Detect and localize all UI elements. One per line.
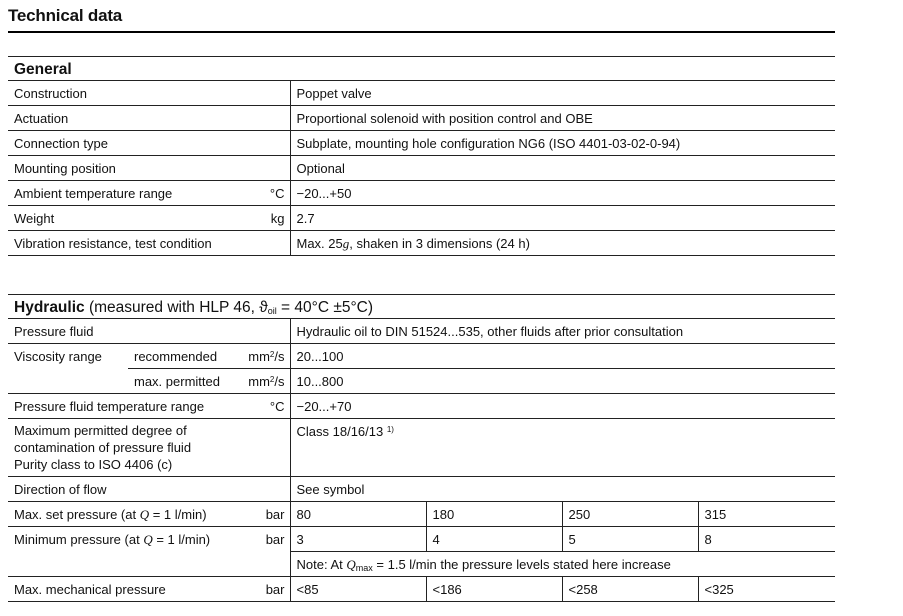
row-label — [8, 502, 240, 527]
row-value: 10...800 — [290, 369, 835, 394]
footnote-marker: 1) — [386, 425, 394, 434]
row-label: Mounting position — [8, 156, 240, 181]
viscosity-label: Viscosity range — [14, 349, 102, 364]
table-row — [8, 81, 835, 106]
unit-exp: 2 — [269, 375, 275, 384]
row-value: See symbol — [290, 477, 835, 502]
row-unit — [240, 156, 290, 181]
row-value: Proportional solenoid with position control and OBE — [290, 106, 835, 131]
table-row — [8, 369, 835, 394]
contamination-line-2: contamination of pressure fluid — [14, 440, 192, 455]
row-unit: bar — [265, 532, 285, 547]
q-symbol: Q — [139, 507, 150, 522]
pressure-cell: <325 — [698, 577, 835, 602]
row-value — [290, 231, 835, 256]
table-row — [8, 106, 835, 131]
note-sub: max — [355, 563, 373, 573]
vibration-value-pre: Max. 25 — [296, 236, 343, 251]
row-label-empty — [8, 552, 290, 577]
row-value: 20...100 — [290, 344, 835, 369]
pressure-cell: 315 — [698, 502, 835, 527]
hydraulic-heading — [8, 295, 835, 319]
row-unit — [240, 81, 290, 106]
label-pre: Minimum pressure (at — [14, 532, 144, 547]
table-row — [8, 394, 835, 419]
q-symbol: Q — [143, 532, 153, 547]
q-symbol: Q — [346, 557, 356, 572]
row-unit: kg — [240, 206, 290, 231]
row-label: Direction of flow — [8, 477, 290, 502]
viscosity-recommended-label: recommended — [128, 344, 240, 369]
table-row — [8, 319, 835, 344]
row-label: Connection type — [8, 131, 240, 156]
pressure-note — [290, 552, 835, 577]
row-label — [8, 527, 240, 552]
table-row — [8, 577, 835, 602]
general-heading: General — [8, 57, 835, 81]
row-label: Construction — [8, 81, 240, 106]
table-row — [8, 131, 835, 156]
label-pre: Max. set pressure (at — [14, 507, 140, 522]
contamination-label — [8, 419, 290, 477]
unit-tail: /s — [274, 349, 285, 364]
table-row — [8, 156, 835, 181]
note-post: = 1.5 l/min the pressure levels stated here increase — [372, 557, 671, 572]
pressure-cell: 180 — [426, 502, 562, 527]
unit-tail: /s — [274, 374, 285, 389]
hydraulic-table — [8, 294, 835, 602]
note-pre: Note: At — [296, 557, 347, 572]
pressure-cell: <186 — [426, 577, 562, 602]
table-row — [8, 477, 835, 502]
pressure-cell: 4 — [426, 527, 562, 552]
pressure-cell: <258 — [562, 577, 698, 602]
row-label: Vibration resistance, test condition — [8, 231, 290, 256]
title-divider — [8, 31, 835, 33]
row-unit — [240, 344, 290, 369]
row-value — [290, 419, 835, 477]
page-title: Technical data — [8, 6, 123, 25]
row-unit — [240, 106, 290, 131]
vibration-g-symbol: g — [342, 236, 350, 251]
row-unit: bar — [240, 577, 290, 602]
row-label: Weight — [8, 206, 240, 231]
row-value: Optional — [290, 156, 835, 181]
table-row — [8, 206, 835, 231]
table-row — [8, 419, 835, 477]
pressure-cell: 8 — [698, 527, 835, 552]
table-row — [8, 502, 835, 527]
row-value: Poppet valve — [290, 81, 835, 106]
row-value: −20...+70 — [290, 394, 835, 419]
pressure-cell: <85 — [290, 577, 426, 602]
general-table — [8, 56, 835, 256]
label-post: = 1 l/min) — [149, 507, 207, 522]
pressure-cell: 3 — [290, 527, 426, 552]
hydraulic-heading-sub: oil — [267, 306, 277, 316]
general-section-header — [8, 57, 835, 81]
row-unit — [240, 369, 290, 394]
row-unit — [240, 131, 290, 156]
contamination-value: Class 18/16/13 — [296, 424, 384, 439]
unit-base: mm — [248, 374, 270, 389]
unit-exp: 2 — [269, 350, 275, 359]
row-label-empty — [8, 369, 128, 394]
row-unit: °C — [240, 181, 290, 206]
row-label: Pressure fluid temperature range — [8, 394, 240, 419]
contamination-line-3: Purity class to ISO 4406 (c) — [14, 457, 173, 472]
pressure-cell: 5 — [562, 527, 698, 552]
pressure-cell: 80 — [290, 502, 426, 527]
row-value: 2.7 — [290, 206, 835, 231]
unit-base: mm — [248, 349, 270, 364]
hydraulic-heading-bold: Hydraulic — [14, 299, 85, 316]
hydraulic-heading-post: = 40°C ±5°C) — [276, 299, 374, 316]
row-value: Subplate, mounting hole configuration NG6 (ISO 4401-03-02-0-94) — [290, 131, 835, 156]
table-row — [8, 527, 835, 552]
hydraulic-section-header — [8, 295, 835, 319]
table-row — [8, 231, 835, 256]
table-row — [8, 552, 835, 577]
row-label: Actuation — [8, 106, 240, 131]
row-label: Ambient temperature range — [8, 181, 240, 206]
row-label: Max. mechanical pressure — [8, 577, 240, 602]
row-value: Hydraulic oil to DIN 51524...535, other fluids after prior consultation — [290, 319, 835, 344]
label-post: = 1 l/min) — [152, 532, 211, 547]
pressure-cell: 250 — [562, 502, 698, 527]
vibration-value-post: , shaken in 3 dimensions (24 h) — [349, 236, 530, 251]
row-label: Pressure fluid — [8, 319, 290, 344]
row-unit: °C — [240, 394, 290, 419]
table-row — [8, 344, 835, 369]
contamination-line-1: Maximum permitted degree of — [14, 423, 187, 438]
row-value: −20...+50 — [290, 181, 835, 206]
viscosity-max-label: max. permitted — [128, 369, 240, 394]
row-unit: bar — [240, 502, 290, 527]
hydraulic-heading-pre: (measured with HLP 46, ϑ — [84, 299, 268, 316]
table-row — [8, 181, 835, 206]
